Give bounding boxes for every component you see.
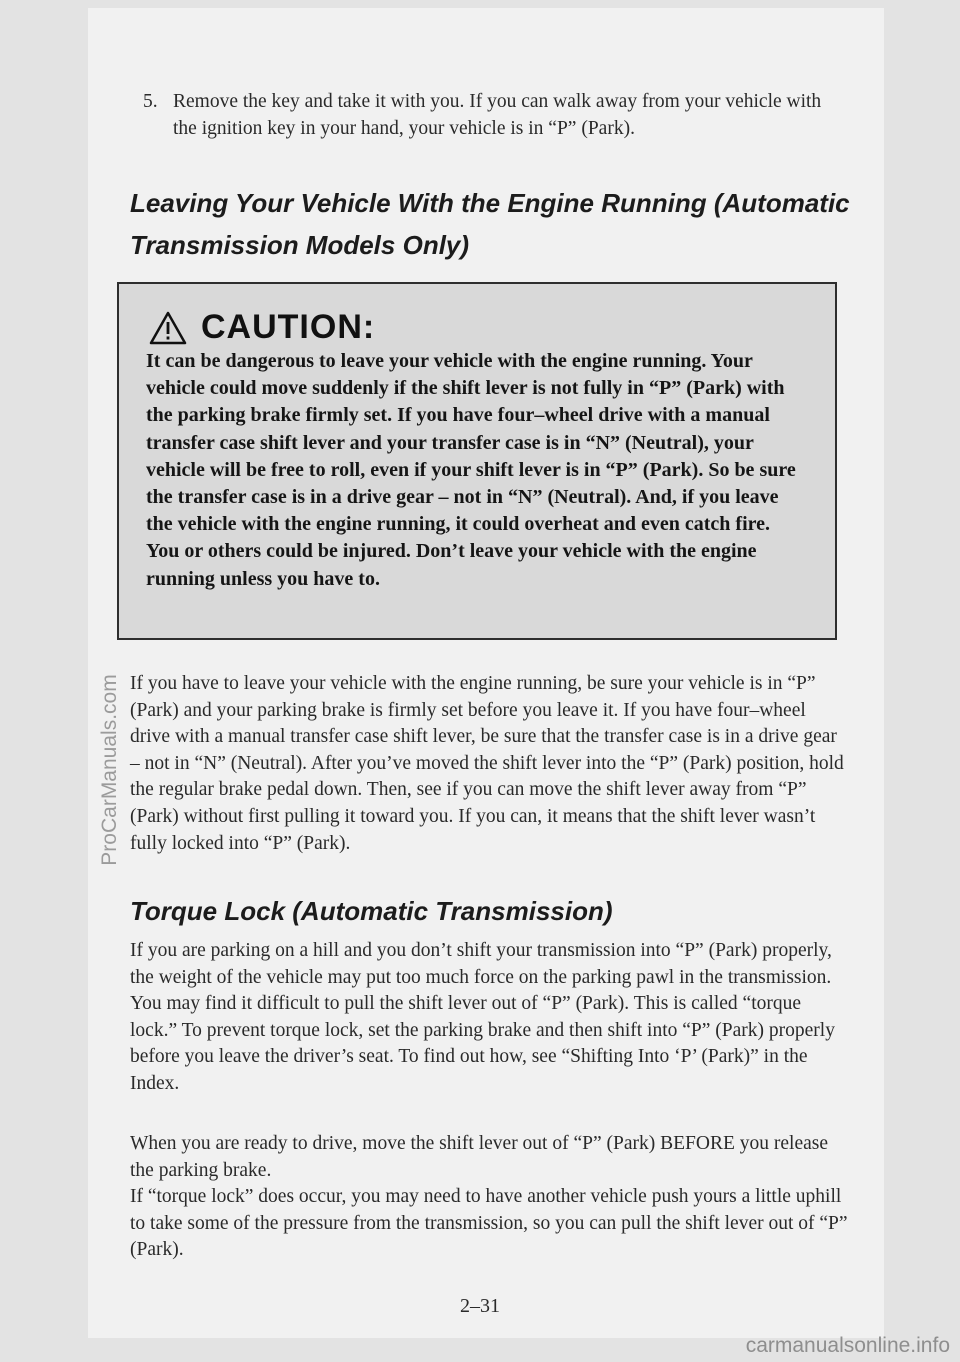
- caution-header: [149, 308, 375, 347]
- side-watermark: ProCarManuals.com: [98, 674, 121, 866]
- step-5: [143, 88, 843, 142]
- step-text: Remove the key and take it with you. If you can walk away from your vehicle with the ignition key in your hand, your vehicle is in “P” (Park).: [173, 91, 822, 139]
- torque-lock-paragraph-2: When you are ready to drive, move the shift lever out of “P” (Park) BEFORE you release the parking brake.: [130, 1133, 828, 1181]
- page-number: 2–31: [460, 1295, 500, 1317]
- caution-label: CAUTION:: [201, 308, 376, 346]
- caution-text: It can be dangerous to leave your vehicle with the engine running. Your vehicle could move suddenly if the shift lever is not fully in “P” (Park) with the parking brake firmly set. If you have four–wheel drive with a manual transfer case shift lever and your transfer case is in “N” (Neutral), your vehicle will be free to roll, even if your shift lever is in “P” (Park). So be sure the transfer case is in a drive gear – not in “N” (Neutral). And, if you leave the vehicle with the engine running, it could overheat and even catch fire. You or others could be injured. Don’t leave your vehicle with the engine running unless you have to.: [146, 350, 796, 590]
- warning-triangle-icon: [149, 311, 187, 345]
- caution-box: [117, 282, 837, 640]
- bottom-watermark: carmanualsonline.info: [745, 1334, 950, 1357]
- torque-lock-paragraph-1: If you are parking on a hill and you don’t shift your transmission into “P” (Park) properly, the weight of the vehicle may put too much force on the parking pawl in the transmission. You may find it difficult to pull the shift lever out of “P” (Park). This is called “torque lock.” To prevent torque lock, set the parking brake and then shift into “P” (Park) properly before you leave the driver’s seat. To find out how, see “Shifting Into ‘P’ (Park)” in the Index.: [130, 940, 835, 1094]
- leaving-instructions-paragraph: If you have to leave your vehicle with the engine running, be sure your vehicle is in “P” (Park) and your parking brake is firmly set before you leave it. If you have four–wheel drive with a manual transfer case shift lever, be sure that the transfer case is in a drive gear – not in “N” (Neutral). After you’ve moved the shift lever into the “P” (Park) position, hold the regular brake pedal down. Then, see if you can move the shift lever away from “P” (Park) without first pulling it toward you. If you can, it means that the shift lever wasn’t fully locked into “P” (Park).: [130, 673, 844, 854]
- torque-lock-paragraph-3: If “torque lock” does occur, you may need to have another vehicle push yours a little uphill to take some of the pressure from the transmission, so you can pull the shift lever out of “P” (Park).: [130, 1186, 848, 1261]
- step-number: 5.: [143, 91, 158, 112]
- heading-leaving-vehicle: Leaving Your Vehicle With the Engine Running (Automatic Transmission Models Only): [130, 188, 850, 260]
- heading-torque-lock: Torque Lock (Automatic Transmission): [130, 896, 613, 926]
